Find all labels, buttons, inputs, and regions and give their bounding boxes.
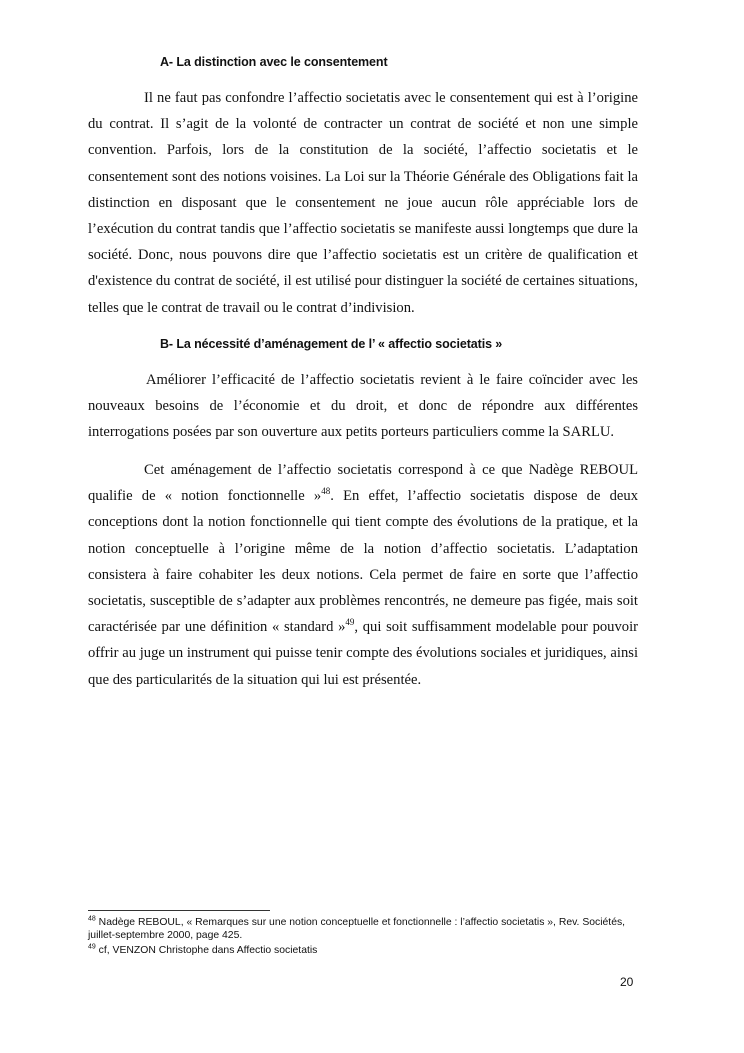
footnote-number: 49 [88,943,96,951]
paragraph-ameliorer [88,367,638,446]
page-number: 20 [620,975,634,989]
paragraph-text: Il ne faut pas confondre l’affectio societatis avec le consentement qui est à l’origine du contrat. Il s’agit de la volonté de contracter un contrat de société et non une simple convention. Parfois, lors de la constitution de la société, l’affectio societatis et le consentement sont des notions voisines. La Loi sur la Théorie Générale des Obligations fait la distinction en disposant que le consentement ne joue aucun rôle appréciable lors de l’exécution du contrat tandis que l’affectio societatis se manifeste aussi longtemps que dure la société. Donc, nous pouvons dire que l’affectio societatis est un critère de qualification et d'existence du contrat de société, il est utilisé pour distinguer la société de certaines situations, telles que le contrat de travail ou le contrat d’indivision. [88,90,638,316]
paragraph-text: , qui soit suffisamment modelable pour pouvoir offrir au juge un instrument qui puisse tenir compte des évolutions sociales et juridiques, ainsi que des particularités de la situation qui lui est présentée. [88,619,638,688]
paragraph-text: Améliorer l’efficacité de l’affectio societatis revient à le faire coïncider avec les nouveaux besoins de l’économie et du droit, et donc de répondre aux différentes interrogations posées par son ouverture aux petits porteurs particuliers comme la SARLU. [88,372,638,441]
footnote-text: Nadège REBOUL, « Remarques sur une notion conceptuelle et fonctionnelle : l’affectio societatis », Rev. Sociétés, juillet-septembre 2000, page 425. [88,917,626,941]
footnote-text: cf, VENZON Christophe dans Affectio societatis [95,945,318,956]
footnote-number: 48 [88,915,96,923]
paragraph-consentement [88,85,638,321]
footnote-49 [88,944,640,957]
section-heading-a: A- La distinction avec le consentement [160,55,388,69]
section-heading-b: B- La nécessité d’aménagement de l’ « affectio societatis » [160,337,503,351]
footnote-ref-48[interactable]: 48 [321,486,331,497]
paragraph-text: . En effet, l’affectio societatis dispose de deux conceptions dont la notion fonctionnelle qui tient compte des évolutions de la pratique, et la notion conceptuelle à l’origine même de la notion d’affectio societatis. L’adaptation consistera à faire cohabiter les deux notions. Cela permet de faire en sorte que l’affectio societatis, susceptible de s’adapter aux problèmes rencontrés, ne demeure pas figée, mais soit caractérisée par une définition « standard » [88,488,638,636]
footnote-48 [88,916,640,942]
footnote-ref-49[interactable]: 49 [345,617,355,628]
paragraph-text: Cet aménagement de l’affectio societatis correspond à ce que Nadège REBOUL qualifie de « notion fonctionnelle » [88,462,638,505]
footnote-separator [88,910,270,911]
paragraph-amenagement [88,457,638,693]
